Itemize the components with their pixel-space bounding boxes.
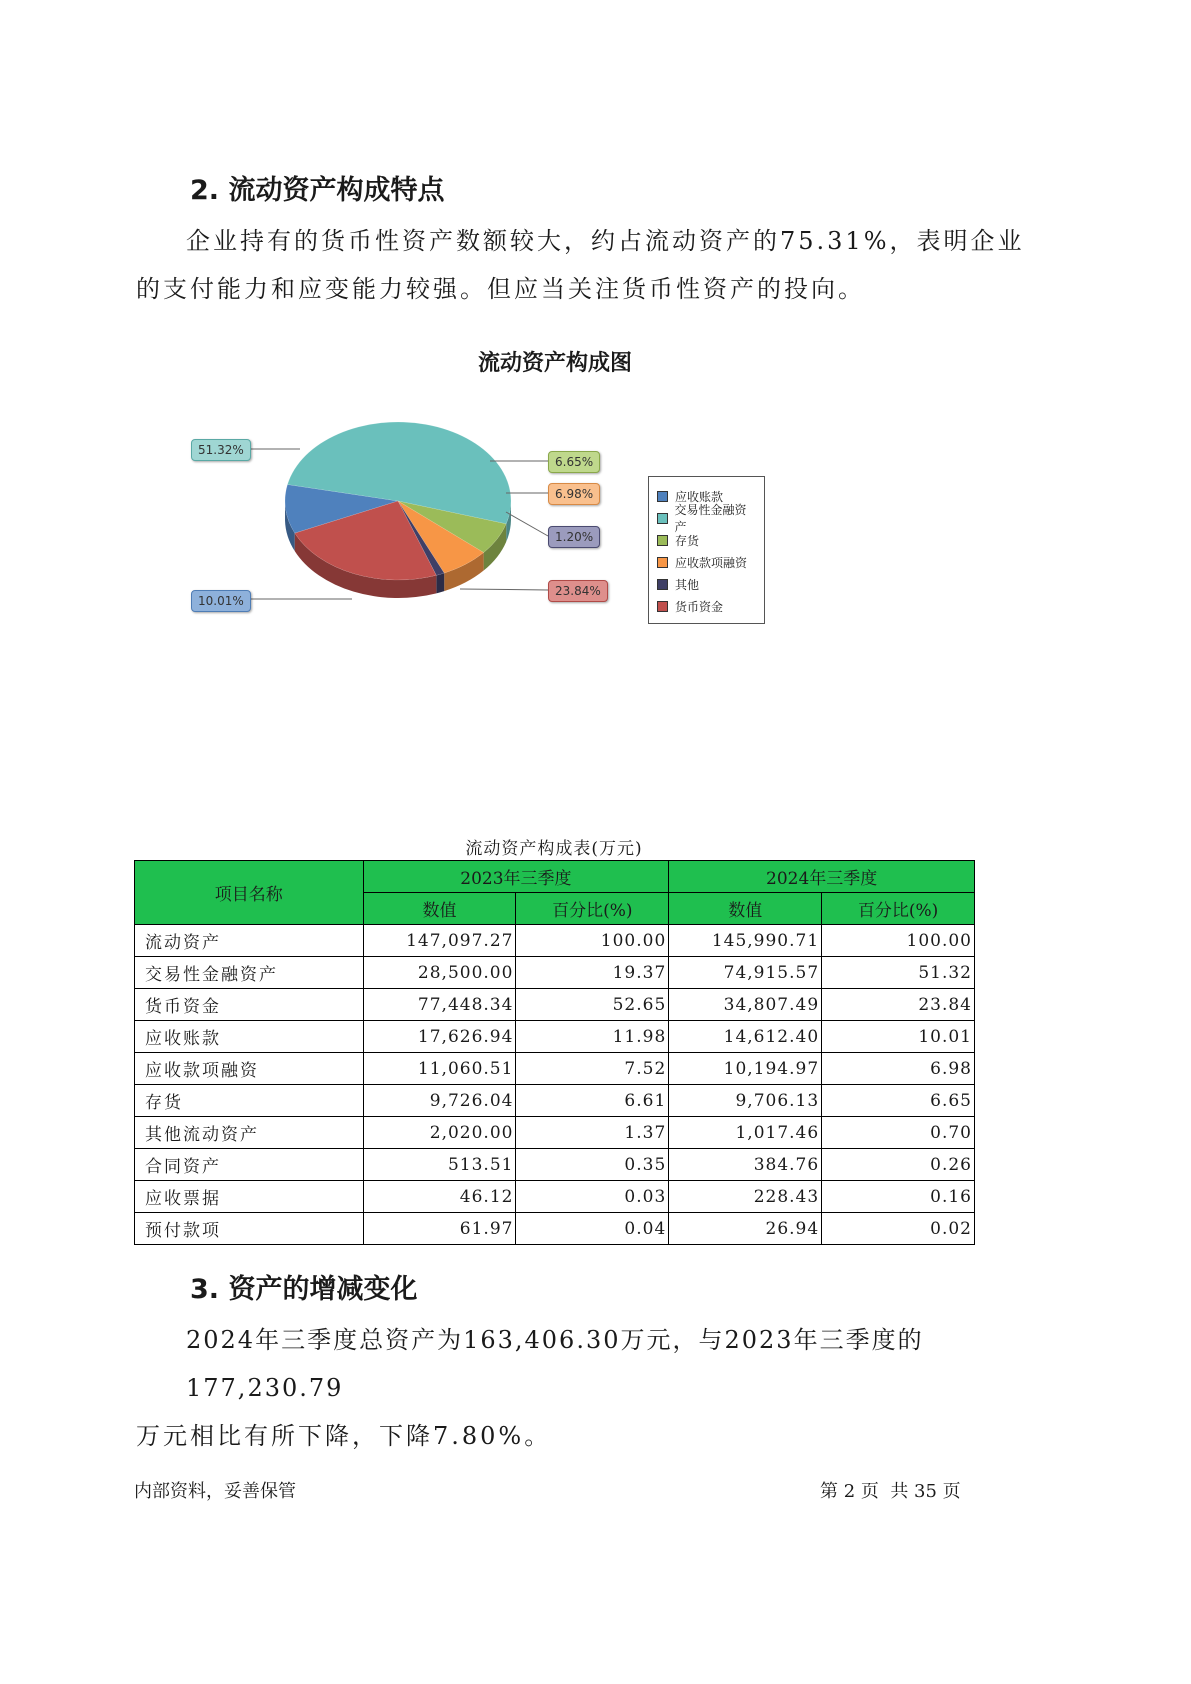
cell-name: 交易性金融资产 — [135, 957, 364, 989]
cell-value-2024: 74,915.57 — [669, 957, 822, 989]
legend-swatch — [657, 601, 668, 612]
cell-pct-2024: 0.70 — [822, 1117, 975, 1149]
cell-name: 应收票据 — [135, 1181, 364, 1213]
cell-pct-2023: 0.03 — [516, 1181, 669, 1213]
cell-pct-2023: 100.00 — [516, 925, 669, 957]
cell-value-2023: 77,448.34 — [363, 989, 516, 1021]
table-row — [135, 1053, 975, 1085]
cell-pct-2023: 7.52 — [516, 1053, 669, 1085]
cell-value-2023: 11,060.51 — [363, 1053, 516, 1085]
legend-label: 交易性金融资产 — [674, 503, 747, 534]
cell-value-2023: 46.12 — [363, 1181, 516, 1213]
header-item-name: 项目名称 — [135, 861, 364, 925]
legend-item — [657, 503, 754, 534]
pie-label-accounts-receivable: 10.01% — [191, 590, 251, 612]
legend-label: 应收账款 — [675, 489, 724, 504]
cell-pct-2023: 19.37 — [516, 957, 669, 989]
cell-value-2024: 26.94 — [669, 1213, 822, 1245]
header-period-2024: 2024年三季度 — [669, 861, 975, 893]
cell-pct-2023: 1.37 — [516, 1117, 669, 1149]
cell-name: 其他流动资产 — [135, 1117, 364, 1149]
table-row — [135, 957, 975, 989]
slice-other-side — [436, 573, 444, 593]
cell-name: 货币资金 — [135, 989, 364, 1021]
header-percent: 百分比(%) — [822, 893, 975, 925]
pie-label-inventory: 6.65% — [548, 451, 600, 473]
cell-pct-2023: 11.98 — [516, 1021, 669, 1053]
cell-value-2024: 10,194.97 — [669, 1053, 822, 1085]
legend-item — [657, 551, 754, 573]
cell-pct-2024: 6.98 — [822, 1053, 975, 1085]
paragraph-line: 的支付能力和应变能力较强。但应当关注货币性资产的投向。 — [136, 275, 865, 303]
table-row — [135, 1117, 975, 1149]
legend-label: 货币资金 — [675, 599, 724, 614]
section-paragraph — [136, 1316, 1056, 1460]
cell-pct-2024: 51.32 — [822, 957, 975, 989]
cell-pct-2024: 0.26 — [822, 1149, 975, 1181]
header-value: 数值 — [363, 893, 516, 925]
cell-pct-2023: 52.65 — [516, 989, 669, 1021]
cell-name: 合同资产 — [135, 1149, 364, 1181]
header-value: 数值 — [669, 893, 822, 925]
legend-swatch — [657, 535, 668, 546]
table-row — [135, 1181, 975, 1213]
section-heading: 3. 资产的增减变化 — [190, 1274, 418, 1305]
cell-value-2023: 17,626.94 — [363, 1021, 516, 1053]
pie-label-receivables-financing: 6.98% — [548, 483, 600, 505]
legend-label: 存货 — [675, 533, 700, 548]
cell-pct-2023: 0.35 — [516, 1149, 669, 1181]
table-row — [135, 1021, 975, 1053]
legend-swatch — [657, 491, 668, 502]
cell-name: 应收款项融资 — [135, 1053, 364, 1085]
paragraph-line: 万元相比有所下降，下降7.80%。 — [136, 1422, 552, 1450]
paragraph-line: 2024年三季度总资产为163,406.30万元，与2023年三季度的177,230.79 — [186, 1326, 924, 1402]
chart-legend — [648, 476, 765, 624]
legend-item — [657, 595, 754, 617]
footer-note: 内部资料，妥善保管 — [134, 1481, 296, 1502]
cell-value-2024: 145,990.71 — [669, 925, 822, 957]
cell-name: 存货 — [135, 1085, 364, 1117]
cell-value-2024: 1,017.46 — [669, 1117, 822, 1149]
cell-value-2023: 9,726.04 — [363, 1085, 516, 1117]
cell-value-2024: 34,807.49 — [669, 989, 822, 1021]
section-paragraph — [136, 217, 1056, 313]
cell-value-2024: 14,612.40 — [669, 1021, 822, 1053]
cell-pct-2024: 0.16 — [822, 1181, 975, 1213]
leader-other — [506, 512, 548, 536]
cell-pct-2024: 0.02 — [822, 1213, 975, 1245]
cell-value-2023: 2,020.00 — [363, 1117, 516, 1149]
section-heading: 2. 流动资产构成特点 — [190, 175, 445, 206]
header-percent: 百分比(%) — [516, 893, 669, 925]
pie-label-trading-assets: 51.32% — [191, 439, 251, 461]
legend-label: 应收款项融资 — [675, 555, 748, 570]
chart-title: 流动资产构成图 — [477, 351, 632, 376]
table-caption: 流动资产构成表(万元) — [465, 839, 643, 859]
pie-label-cash: 23.84% — [548, 580, 608, 602]
cell-value-2024: 9,706.13 — [669, 1085, 822, 1117]
cell-pct-2024: 10.01 — [822, 1021, 975, 1053]
header-period-2023: 2023年三季度 — [363, 861, 669, 893]
cell-pct-2023: 6.61 — [516, 1085, 669, 1117]
table-row — [135, 1085, 975, 1117]
cell-value-2024: 228.43 — [669, 1181, 822, 1213]
cell-value-2023: 147,097.27 — [363, 925, 516, 957]
table-row — [135, 1149, 975, 1181]
paragraph-line: 企业持有的货币性资产数额较大，约占流动资产的75.31%，表明企业 — [186, 227, 1025, 255]
table-row — [135, 1213, 975, 1245]
cell-name: 应收账款 — [135, 1021, 364, 1053]
cell-name: 预付款项 — [135, 1213, 364, 1245]
legend-swatch — [657, 557, 668, 568]
cell-pct-2024: 23.84 — [822, 989, 975, 1021]
cell-value-2024: 384.76 — [669, 1149, 822, 1181]
legend-swatch — [657, 513, 668, 524]
cell-value-2023: 28,500.00 — [363, 957, 516, 989]
cell-pct-2024: 6.65 — [822, 1085, 975, 1117]
current-assets-table — [134, 860, 975, 1245]
legend-item — [657, 573, 754, 595]
table-row — [135, 989, 975, 1021]
pie-label-other: 1.20% — [548, 526, 600, 548]
legend-label: 其他 — [675, 577, 700, 592]
cell-pct-2024: 100.00 — [822, 925, 975, 957]
page-number: 第 2 页 共 35 页 — [820, 1481, 961, 1502]
cell-value-2023: 61.97 — [363, 1213, 516, 1245]
table-row — [135, 925, 975, 957]
cell-name: 流动资产 — [135, 925, 364, 957]
leader-cash — [460, 589, 548, 590]
cell-value-2023: 513.51 — [363, 1149, 516, 1181]
legend-swatch — [657, 579, 668, 590]
cell-pct-2023: 0.04 — [516, 1213, 669, 1245]
